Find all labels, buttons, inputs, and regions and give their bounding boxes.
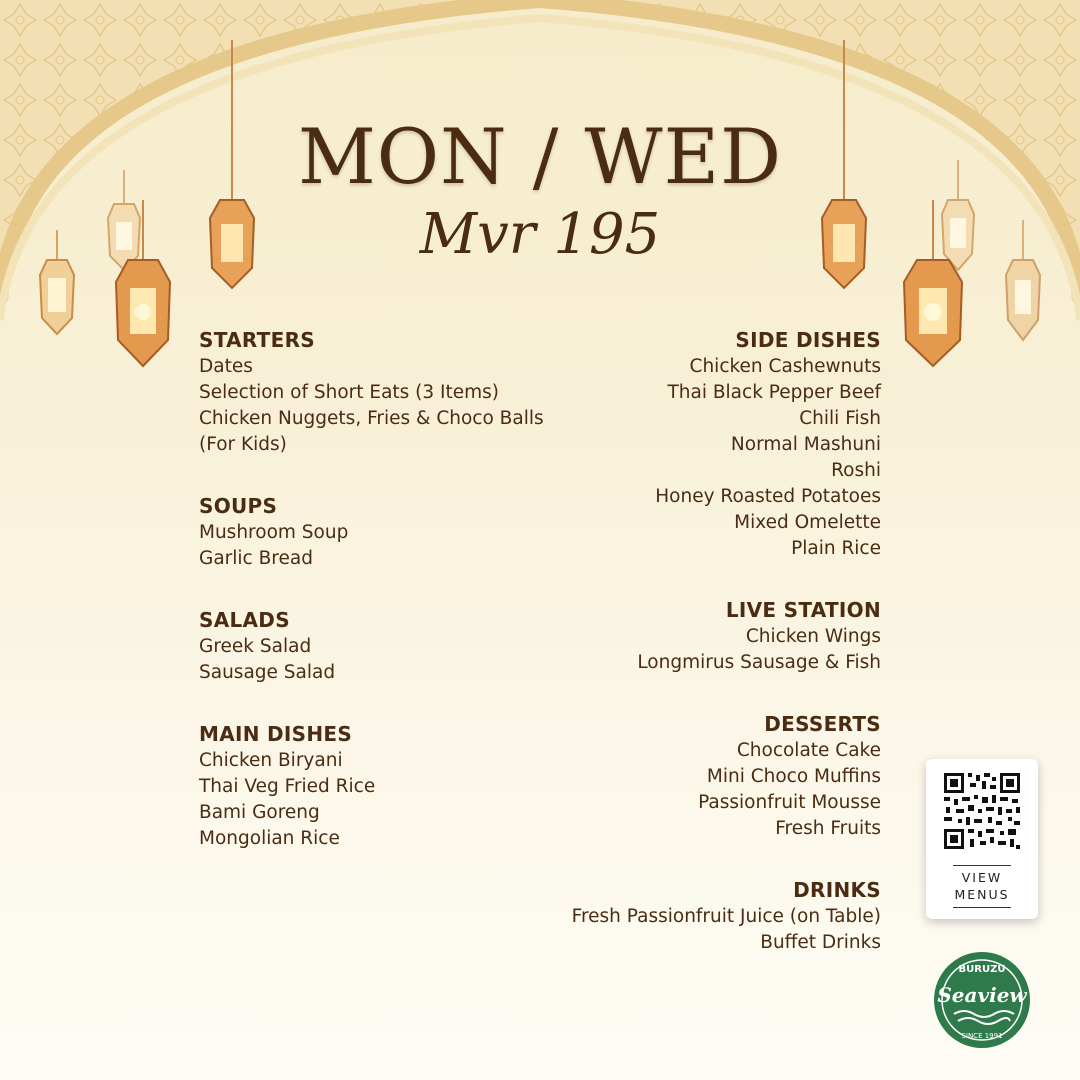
menu-item: Greek Salad <box>199 636 312 657</box>
menu-item: Buffet Drinks <box>760 932 881 953</box>
menu-item: Normal Mashuni <box>730 434 881 455</box>
divider <box>953 865 1011 866</box>
section-title: DRINKS <box>793 878 881 902</box>
section-title: STARTERS <box>199 328 315 352</box>
logo-bottom-text: SINCE 1991 <box>961 1032 1003 1040</box>
menu-item: Mixed Omelette <box>734 512 881 533</box>
menu-item: Longmirus Sausage & Fish <box>637 652 881 673</box>
menu-item: Thai Black Pepper Beef <box>667 382 881 403</box>
menu-item: Passionfruit Mousse <box>698 792 881 813</box>
qr-label-line2: MENUS <box>954 887 1010 902</box>
qr-code-icon <box>942 771 1022 851</box>
days-title: MON / WED <box>297 112 783 201</box>
qr-label-line1: VIEW <box>961 870 1003 885</box>
menu-item: Roshi <box>831 460 881 481</box>
section-title: SOUPS <box>199 494 278 518</box>
menu-item: Thai Veg Fried Rice <box>199 776 376 797</box>
menu-item: Dates <box>199 356 253 377</box>
menu-item: Mini Choco Muffins <box>706 766 881 787</box>
section-title: LIVE STATION <box>725 598 881 622</box>
menu-item: Sausage Salad <box>199 662 336 683</box>
menu-item: Chili Fish <box>799 408 881 429</box>
menu-section-side-dishes <box>461 326 881 562</box>
menu-item: Selection of Short Eats (3 Items) <box>199 382 500 403</box>
menu-item: Mongolian Rice <box>199 828 340 849</box>
menu-item: Chicken Cashewnuts <box>689 356 881 377</box>
menu-item: Plain Rice <box>791 538 881 559</box>
view-menus-qr-card[interactable] <box>926 759 1038 919</box>
menu-column-right <box>461 326 881 990</box>
menu-item: Chocolate Cake <box>736 740 881 761</box>
logo-top-text: BURUZU <box>958 964 1006 975</box>
menu-section-drinks <box>461 876 881 956</box>
section-title: SALADS <box>199 608 290 632</box>
section-title: DESSERTS <box>764 712 881 736</box>
section-title: SIDE DISHES <box>735 328 881 352</box>
menu-item: Chicken Nuggets, Fries & Choco Balls <box>199 408 544 429</box>
section-title: MAIN DISHES <box>199 722 353 746</box>
menu-section-live-station <box>461 596 881 676</box>
divider <box>953 907 1011 908</box>
price-label: Mvr 195 <box>419 202 661 267</box>
logo-script-text: Seaview <box>937 983 1027 1007</box>
menu-section-desserts <box>461 710 881 842</box>
menu-item: Fresh Fruits <box>775 818 881 839</box>
menu-item: Mushroom Soup <box>199 522 349 543</box>
menu-item: (For Kids) <box>199 434 287 455</box>
buruzu-seaview-logo <box>932 950 1032 1050</box>
menu-item: Chicken Biryani <box>199 750 343 771</box>
menu-item: Bami Goreng <box>199 802 320 823</box>
menu-item: Garlic Bread <box>199 548 313 569</box>
menu-item: Fresh Passionfruit Juice (on Table) <box>571 906 881 927</box>
menu-item: Honey Roasted Potatoes <box>655 486 881 507</box>
menu-item: Chicken Wings <box>745 626 881 647</box>
